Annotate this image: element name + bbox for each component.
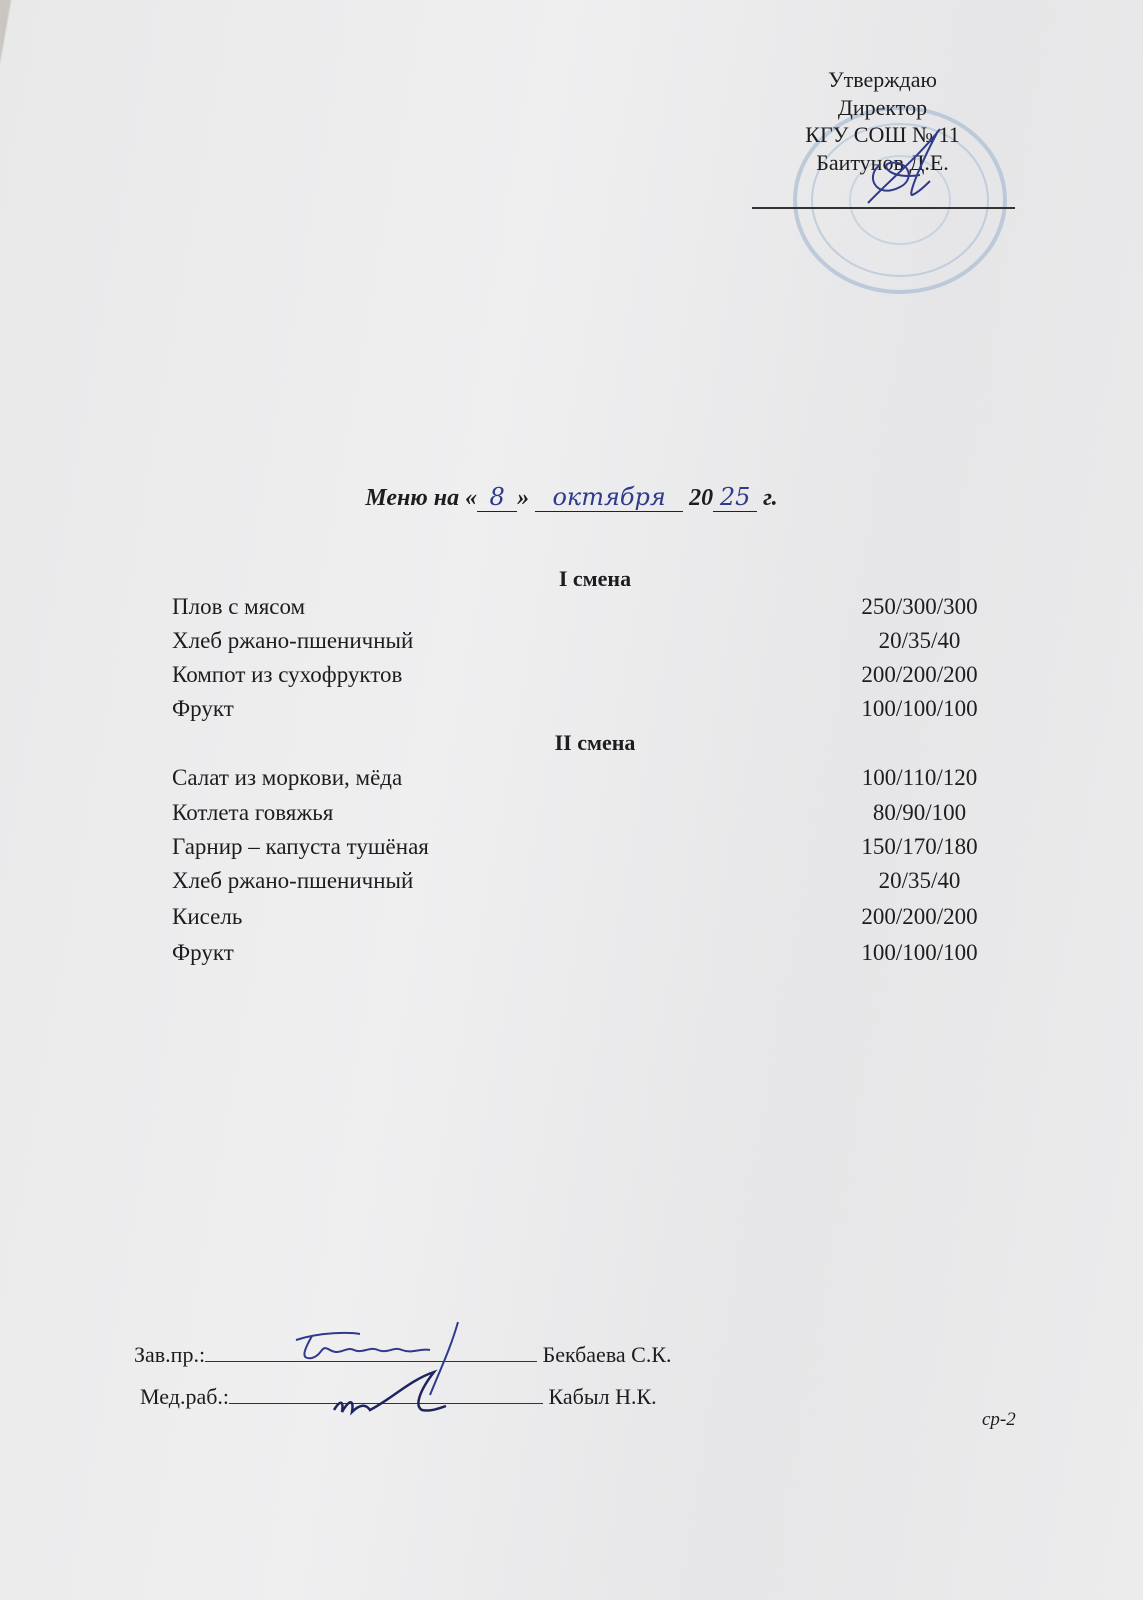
menu-item bbox=[172, 594, 1012, 628]
title-prefix: Меню на « bbox=[365, 485, 478, 511]
manager-label: Зав.пр.: bbox=[134, 1342, 206, 1367]
dish-name: Фрукт bbox=[172, 696, 234, 721]
menu-item bbox=[172, 800, 1012, 834]
dish-name: Фрукт bbox=[172, 940, 234, 965]
dish-name: Гарнир – капуста тушёная bbox=[172, 834, 429, 859]
menu-item bbox=[172, 940, 1012, 974]
dish-name: Салат из моркови, мёда bbox=[172, 765, 403, 790]
portion: 100/110/120 bbox=[861, 765, 978, 790]
dish-name: Хлеб ржано-пшеничный bbox=[172, 868, 414, 893]
portion: 200/200/200 bbox=[861, 662, 978, 687]
medic-signature bbox=[330, 1370, 450, 1430]
medic-label: Мед.раб.: bbox=[140, 1384, 230, 1409]
menu-item bbox=[172, 696, 1012, 730]
dish-name: Компот из сухофруктов bbox=[172, 662, 403, 687]
year-suffix: г. bbox=[763, 485, 778, 511]
portion: 250/300/300 bbox=[861, 594, 978, 619]
title-quote: » bbox=[517, 485, 530, 511]
portion: 100/100/100 bbox=[861, 940, 978, 965]
portion: 80/90/100 bbox=[872, 800, 967, 825]
document-code: ср-2 bbox=[982, 1409, 1016, 1430]
year-field: 25 bbox=[713, 483, 757, 512]
organization-name: КГУ СОШ № 11 bbox=[805, 122, 960, 147]
dish-name: Кисель bbox=[172, 904, 243, 929]
menu-item bbox=[172, 834, 1012, 868]
approver-name: Баитунов Д.Е. bbox=[816, 149, 949, 175]
menu-item bbox=[172, 662, 1012, 696]
shift-1-heading: I смена bbox=[558, 566, 632, 591]
shift-2-heading: II смена bbox=[554, 730, 636, 755]
approver-position: Директор bbox=[837, 94, 928, 120]
manager-name: Бекбаева С.К. bbox=[542, 1342, 672, 1367]
menu-title bbox=[0, 483, 1143, 512]
approval-signature-line bbox=[752, 207, 1015, 209]
menu-item bbox=[172, 868, 1012, 902]
medic-name: Кабыл Н.К. bbox=[548, 1384, 657, 1409]
menu-item bbox=[172, 904, 1012, 938]
dish-name: Плов с мясом bbox=[172, 594, 306, 619]
month-field: октября bbox=[535, 483, 683, 512]
menu-item bbox=[172, 628, 1012, 662]
dish-name: Котлета говяжья bbox=[172, 800, 334, 825]
approval-label: Утверждаю bbox=[828, 67, 937, 92]
menu-item bbox=[172, 765, 1012, 799]
portion: 20/35/40 bbox=[878, 868, 961, 893]
portion: 20/35/40 bbox=[878, 628, 961, 653]
dish-name: Хлеб ржано-пшеничный bbox=[172, 628, 414, 653]
year-prefix: 20 bbox=[689, 485, 714, 511]
portion: 100/100/100 bbox=[861, 696, 978, 721]
portion: 150/170/180 bbox=[861, 834, 978, 859]
director-signature bbox=[860, 125, 950, 215]
portion: 200/200/200 bbox=[861, 904, 978, 929]
day-field: 8 bbox=[477, 483, 517, 512]
